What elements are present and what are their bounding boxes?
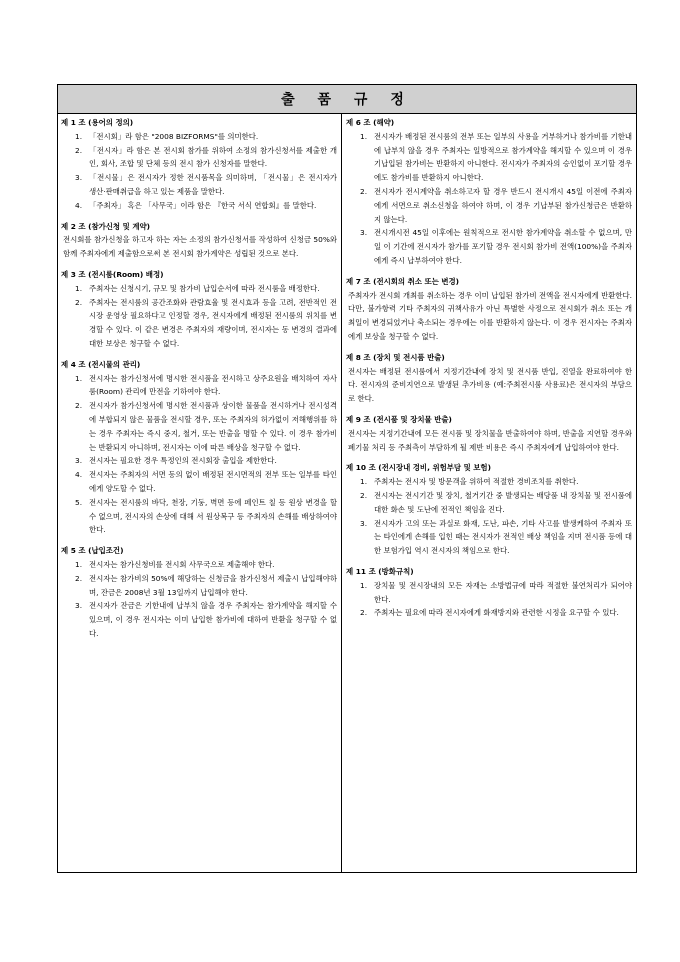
clause-number: 2. (75, 297, 83, 307)
clause-item (61, 454, 337, 468)
clause-number: 1. (360, 580, 368, 590)
clause-number: 1. (360, 477, 368, 487)
clause-number: 1. (75, 559, 83, 569)
clause-item (346, 130, 632, 185)
clause-number: 2. (360, 608, 368, 618)
clause-number: 2. (75, 145, 83, 155)
clause-item (346, 606, 632, 620)
clause-text: 전시자는 참가신청비를 전시회 사무국으로 제출해야 한다. (89, 559, 275, 569)
clause-item (61, 558, 337, 572)
clause-item (61, 496, 337, 537)
clause-number: 3. (75, 456, 83, 466)
clause-text: 전시자는 전시룸의 바닥, 천장, 기둥, 벽면 등에 페인트 칠 등 원상 변경을 할 수 없으며, 전시자의 손상에 대해 서 원상복구 등 주최자의 손해를 배상하여야 한다. (89, 497, 337, 535)
clause-text: 전시개시전 45일 이후에는 원칙적으로 전시한 참가계약을 취소할 수 없으며, 만일 이 기간에 전시자가 참가를 포기할 경우 전시회 참가비 전액(100%)을 주최자에게 즉시 납부하여야 한다. (374, 228, 632, 265)
article-paragraph: 주최자가 전시회 개최를 취소하는 경우 이미 납입된 참가비 전액을 전시자에게 반환한다. 다만, 불가항력 기타 주최자의 귀책사유가 아닌 특별한 사정으로 전시회가 취소 또는 개최일이 변경되었거나 축소되는 경우에는 이를 반환하지 않는다. 이 경우 전시자는 주최자에게 보상을 청구할 수 없다. (348, 290, 632, 341)
article-section (346, 461, 632, 558)
article-heading: 제 8 조 (장치 및 전시품 반출) (346, 352, 445, 362)
clause-text: 「전시자」라 함은 본 전시회 참가를 위하여 소정의 참가신청서를 제출한 개인, 회사, 조합 및 단체 등의 전시 참가 신청자를 말한다. (89, 145, 337, 169)
clause-text: 「전시회」라 함은 "2008 BIZFORMS"를 의미한다. (89, 131, 259, 141)
clause-number: 1. (360, 131, 368, 141)
clause-item (61, 468, 337, 496)
clause-number: 2. (360, 490, 368, 500)
clause-text: 장치물 및 전시장내의 모든 자재는 소방법규에 따라 적절한 불연처리가 되어야 한다. (374, 580, 632, 604)
article-section (346, 116, 632, 268)
clause-text: 전시자는 주최자의 서면 동의 없이 배정된 전시면적의 전부 또는 일부를 타인에게 양도할 수 없다. (89, 470, 337, 493)
clause-item (61, 399, 337, 454)
clause-item (61, 171, 337, 199)
clause-number: 3. (75, 601, 83, 611)
clause-text: 「주최자」 혹은 「사무국」이라 함은 『한국 서식 연합회』를 말한다. (89, 200, 317, 210)
clause-text: 전시자가 배정된 전시룸의 전부 또는 일부의 사용을 거부하거나 참가비를 기한내에 납부치 않을 경우 주최자는 일방적으로 참가계약을 해지할 수 있으며 이 경우 기납입된 참가비는 반환하지 아니한다. 전시자가 주최자의 승인없이 포기할 경우에도 참가비를 반환하지 아니한다. (374, 131, 632, 183)
clause-number: 3. (75, 173, 83, 183)
clause-item (61, 282, 337, 296)
article-paragraph: 전시자는 지정기간내에 모든 전시품 및 장치물을 반출하여야 하며, 반출을 지연할 경우와 폐기물 처리 등 주최측이 부담하게 될 제반 비용은 즉시 주최자에게 납입하여야 한다. (348, 428, 632, 452)
article-section (346, 565, 632, 620)
clause-item (61, 572, 337, 600)
clause-number: 2. (360, 186, 368, 196)
clause-text: 주최자는 전시자 및 방문객을 위하여 적절한 경비조치를 취한다. (374, 477, 579, 487)
clause-item (61, 199, 337, 213)
article-heading: 제 4 조 (전시물의 관리) (61, 359, 141, 369)
article-heading: 제 2 조 (참가신청 및 계약) (61, 221, 151, 231)
clause-text: 전시자는 필요한 경우 특정인의 전시회장 출입을 제한한다. (89, 456, 277, 466)
document-title: 출 품 규 정 (281, 92, 413, 108)
clause-text: 전시자는 참가비의 50%에 해당하는 신청금을 참가신청서 제출시 납입해야하며, 잔금은 2008년 3월 13일까지 납입해야 한다. (89, 573, 337, 597)
clause-item (61, 144, 337, 172)
clause-number: 5. (75, 497, 83, 507)
clause-number: 2. (75, 401, 83, 411)
article-section (61, 358, 337, 537)
clause-item (346, 226, 632, 267)
clause-text: 전시자는 참가신청서에 명시한 전시품을 전시하고 상주요원을 배치하여 자사룸(Room) 관리에 만전을 기하여야 한다. (89, 373, 337, 397)
clause-number: 4. (75, 200, 83, 210)
article-section (61, 544, 337, 641)
article-heading: 제 7 조 (전시회의 취소 또는 변경) (346, 276, 460, 286)
clause-number: 3. (360, 518, 368, 528)
clause-text: 전시자가 고의 또는 과실로 화재, 도난, 파손, 기타 사고를 발생케하여 주최자 또는 타인에게 손해를 입힌 때는 전시자가 전적인 배상 책임을 지며 전시품 등에 대한 보험가입 역시 전시자의 책임으로 한다. (374, 518, 632, 556)
clause-item (346, 579, 632, 607)
article-heading: 제 11 조 (방화규칙) (346, 566, 414, 576)
article-heading: 제 9 조 (전시품 및 장치물 반출) (346, 414, 452, 424)
right-column (346, 116, 632, 627)
clause-number: 2. (75, 573, 83, 583)
clause-item (61, 296, 337, 351)
clause-item (61, 372, 337, 400)
clause-text: 전시자가 참가신청서에 명시한 전시품과 상이한 물품을 전시하거나 전시성격에 부합되지 않은 물품을 전시할 경우, 또는 주최자의 허가없이 저해행위를 하는 경우 주최자는 즉시 중지, 철거, 또는 반출을 명할 수 있다. 이 경우 참가비는 반환되지 아니하며, 전시자는 이에 따른 배상을 청구할 수 없다. (89, 401, 337, 452)
clause-item (346, 475, 632, 489)
article-section (346, 275, 632, 344)
clause-number: 1. (75, 373, 83, 383)
clause-number: 3. (360, 228, 368, 238)
clause-text: 전시자는 전시기간 및 장치, 철거기간 중 발생되는 배당품 내 장치물 및 전시품에 대한 화손 및 도난에 전적인 책임을 진다. (374, 490, 632, 514)
clause-text: 주최자는 필요에 따라 전시자에게 화재방지와 관련한 시정을 요구할 수 있다. (374, 608, 619, 618)
title-bar (58, 85, 636, 114)
clause-item (346, 185, 632, 226)
column-divider (341, 113, 342, 872)
clause-item (346, 517, 632, 558)
article-heading: 제 3 조 (전시룸(Room) 배정) (61, 269, 164, 279)
article-heading: 제 5 조 (납입조건) (61, 546, 124, 556)
clause-text: 「전시물」은 전시자가 정한 전시품목을 의미하며, 「전시물」은 전시자가 생산·판매취급을 하고 있는 제품을 말한다. (89, 173, 337, 196)
article-section (346, 351, 632, 406)
article-section (61, 116, 337, 213)
article-paragraph: 전시자는 배정된 전시룸에서 지정기간내에 장치 및 전시품 반입, 진열을 완료하여야 한다. 전시자의 준비지연으로 발생된 추가비용 (예:주최전시룸 사용료)은 전시자의 부담으로 한다. (348, 366, 632, 404)
clause-text: 주최자는 신청시기, 규모 및 참가비 납입순서에 따라 전시룸을 배정한다. (89, 283, 320, 293)
clause-text: 전시자가 전시계약을 취소하고자 할 경우 반드시 전시개시 45일 이전에 주최자에게 서면으로 취소신청을 하여야 하며, 이 경우 기납부된 참가신청금은 반환하지 않는다. (374, 186, 632, 224)
article-section (61, 220, 337, 261)
article-heading: 제 10 조 (전시장내 경비, 위험부담 및 보험) (346, 463, 491, 473)
clause-number: 1. (75, 283, 83, 293)
clause-item (61, 130, 337, 144)
clause-item (61, 599, 337, 640)
regulations-document (57, 84, 637, 873)
article-heading: 제 1 조 (용어의 정의) (61, 118, 134, 127)
clause-item (346, 489, 632, 517)
clause-number: 1. (75, 131, 83, 141)
clause-text: 주최자는 전시룸의 공간조화와 관람효율 및 전시효과 등을 고려, 전반적인 전시장 운영상 필요하다고 인정할 경우, 전시자에게 배정된 전시룸의 위치를 변경할 수 있다. 이 같은 변경은 주최자의 재량이며, 전시자는 동 변경의 결과에 대한 보상은 청구할 수 없다. (89, 297, 337, 348)
article-section (61, 268, 337, 351)
article-section (346, 413, 632, 454)
clause-text: 전시자가 잔금은 기한내에 납부치 않을 경우 주최자는 참가계약을 해지할 수 있으며, 이 경우 전시자는 이미 납입한 참가비에 대하여 반환을 청구할 수 없다. (89, 601, 337, 638)
clause-number: 4. (75, 470, 83, 480)
article-paragraph: 전시회를 참가신청을 하고자 하는 자는 소정의 참가신청서를 작성하여 신청금 50%와 함께 주최자에게 제출함으로써 본 전시회 참가계약은 성립된 것으로 본다. (63, 235, 337, 259)
article-heading: 제 6 조 (해약) (346, 118, 395, 127)
left-column (61, 116, 337, 648)
